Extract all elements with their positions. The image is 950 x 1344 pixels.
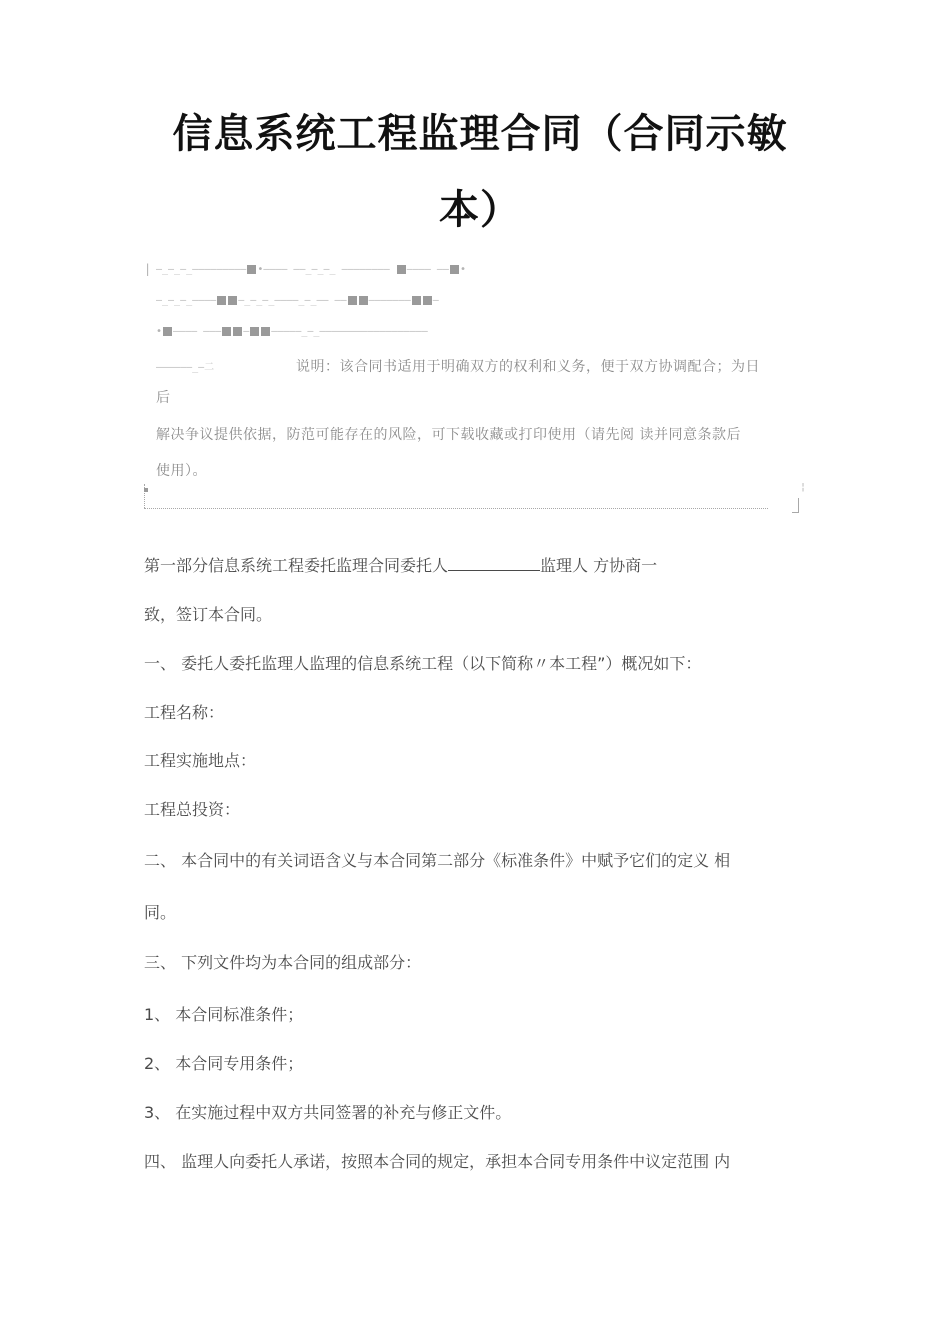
notice-decorative-rule: • ———— ——— — —————_—_—————————————————— — [156, 326, 428, 337]
clause-two-continued: 同。 — [144, 903, 177, 922]
notice-text-line: 说明：该合同书适用于明确双方的权利和义务，便于双方协调配合；为日 — [296, 359, 760, 375]
document-title: 信息系统工程监理合同（合同示敏 — [172, 111, 788, 157]
notice-border-right — [792, 498, 799, 513]
document-title-continued: 本） — [439, 187, 521, 233]
notice-corner-mark: ¦ — [800, 482, 807, 493]
project-name-field: 工程名称： — [144, 703, 225, 722]
notice-decorative-rule: —_—_—_———— —_—_—_————_—_—— —— ——————— — — [156, 295, 439, 306]
paragraph — [144, 553, 657, 576]
clause-three: 三、 下列文件均为本合同的组成部分： — [144, 953, 422, 972]
project-investment-field: 工程总投资： — [144, 800, 241, 819]
notice-decorative-rule: ——————_—二 — [156, 362, 215, 373]
notice-border-bottom — [144, 508, 768, 509]
notice-text-line: 解决争议提供依据，防范可能存在的风险，可下载收藏或打印使用（请先阅 读并同意条款后 — [156, 427, 741, 443]
notice-text-line: 使用）。 — [156, 463, 207, 479]
list-item: 2、 本合同专用条件； — [144, 1054, 304, 1073]
list-item: 3、 在实施过程中双方共同签署的补充与修正文件。 — [144, 1103, 512, 1122]
notice-decorative-rule: —_—_—_————————— •———— ——_—_—_ ———————— ———— —— • — [156, 264, 466, 275]
notice-text-line: 后 — [156, 390, 171, 406]
clause-four: 四、 监理人向委托人承诺，按照本合同的规定，承担本合同专用条件中议定范围 内 — [144, 1152, 731, 1171]
paragraph-text: 监理人 方协商一 — [540, 556, 658, 575]
clause-two: 二、 本合同中的有关词语含义与本合同第二部分《标准条件》中赋予它们的定义 相 — [144, 851, 731, 870]
clause-one: 一、 委托人委托监理人监理的信息系统工程（以下简称〃本工程”）概况如下： — [144, 654, 702, 673]
paragraph-text: 第一部分信息系统工程委托监理合同委托人 — [144, 556, 449, 575]
list-item: 1、 本合同标准条件； — [144, 1005, 304, 1024]
notice-marker — [144, 488, 148, 492]
project-location-field: 工程实施地点： — [144, 751, 257, 770]
notice-box — [144, 262, 806, 514]
notice-corner-mark: | — [144, 262, 152, 276]
fill-blank-delegator — [448, 556, 540, 571]
paragraph: 致，签订本合同。 — [144, 605, 273, 624]
